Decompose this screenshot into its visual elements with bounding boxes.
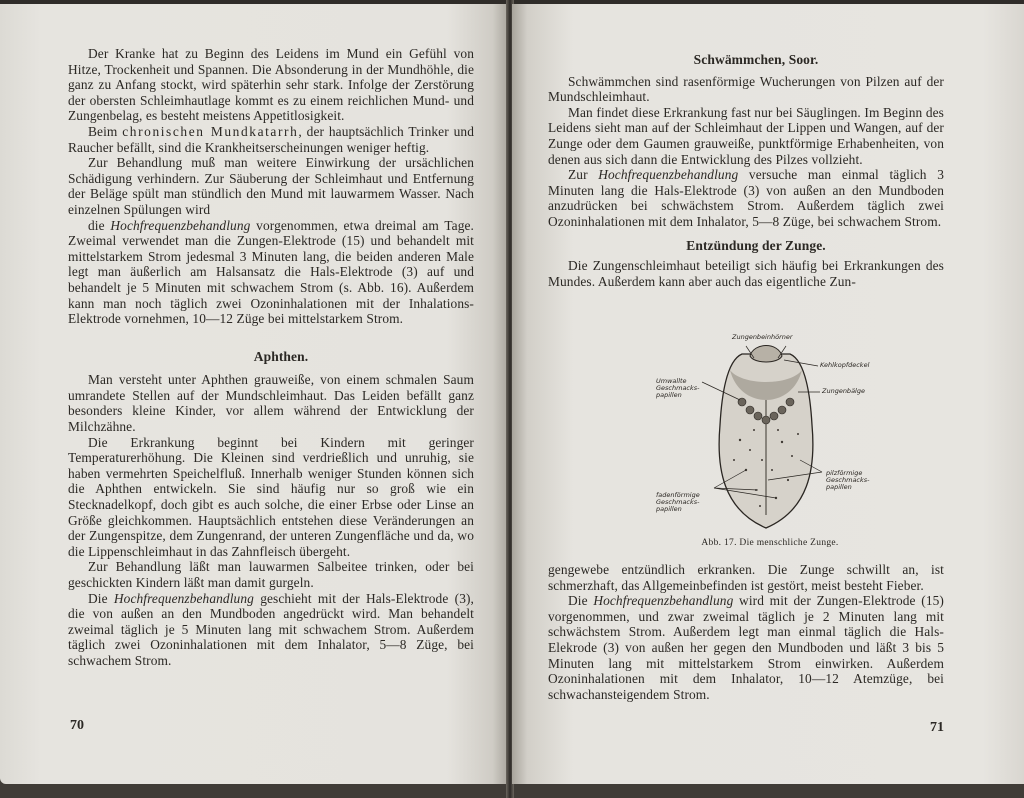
right-page-text-top xyxy=(548,52,944,289)
figure-label: pilzförmige Geschmacks-papillen xyxy=(826,469,870,491)
paragraph: Die Hochfrequenzbehandlung wird mit der Zungen-Elektrode (15) vorgenommen, und zwar zweimal täglich je 2 Minuten lang mit schwächstem Strom. Außerdem legt man einmal täglich die Hals-Elekrode (3) von außen her gegen den Mundboden und läßt 3 bis 5 Minuten lang mit mittelstarkem Strom einwirken. Außerdem Ozoninhalationen mit dem Inhalator, 10—12 Atemzüge, bei schwachansteigendem Strom. xyxy=(548,593,944,702)
section-heading-aphthen: Aphthen. xyxy=(253,348,309,364)
paragraph: Schwämmchen sind rasenförmige Wucherungen von Pilzen auf der Mundschleimhaut. xyxy=(548,73,944,105)
figure-label: Umwallte Geschmacks-papillen xyxy=(656,377,700,399)
paragraph: die Hochfrequenzbehandlung vorgenommen, etwa dreimal am Tage. Zweimal verwendet man die Zungen-Elektrode (15) und behandelt mit mittelstarkem Strom jedesmal 3 Minuten lang, die beiden anderen Male legt man äußerlich am Halsansatz die Hals-Elektrode (3) auf und behandelt je 5 Minuten mit schwachem Strom (s. Abb. 16). Außerdem kann man noch täglich zwei Ozoninhalationen mit der Inhalations-Elektrode vornehmen, 10—12 Züge bei mittelstarkem Strom. xyxy=(68,217,474,327)
paragraph: Zur Hochfrequenzbehandlung versuche man einmal täglich 3 Minuten lang die Hals-Elektrode (3) von außen an den Mundboden anzudrücken bei schwächstem Strom. Außerdem täglich zwei Ozoninhalationen mit dem Inhalator, 5—8 Züge, bei schwachem Strom. xyxy=(548,167,944,229)
paragraph: Die Erkrankung beginnt bei Kindern mit geringer Temperaturerhöhung. Die Kleinen sind verdrießlich und unruhig, sie haben vermehrten Speichelfluß. Innerhalb weniger Stunden können sich die Aphthen entwickeln. Sie sind häufig nur so groß wie ein Stecknadelkopf, doch gibt es auch solche, die einer Erbse oder Linse an Größe gleichkommen. Hauptsächlich entstehen diese Veränderungen an der Zungenspitze, dem Zungenrand, der unteren Zungenfläche und da, wo die Lippenschleimhaut in das Zahnfleisch übergeht. xyxy=(68,434,474,559)
figure-caption: Abb. 17. Die menschliche Zunge. xyxy=(701,538,839,548)
tongue-figure xyxy=(650,330,890,552)
right-page-text-bottom xyxy=(548,562,944,702)
page-number-left: 70 xyxy=(70,718,84,733)
paragraph: Zur Behandlung muß man weitere Einwirkung der ursächlichen Schädigung verhindern. Zur Säuberung der Schleimhaut und Entfernung der Beläge spült man stündlich den Mund mit lauwarmem Wasser. Nach einzelnen Spülungen wird xyxy=(68,155,474,217)
paragraph: Man findet diese Erkrankung fast nur bei Säuglingen. Im Beginn des Leidens sieht man auf der Schleimhaut der Lippen und Wangen, auf der Zunge oder dem Gaumen grauweiße, punktförmige Erhabenheiten, von denen aus sich dann die Entwicklung des Pilzes vollzieht. xyxy=(548,104,944,167)
left-page-text xyxy=(68,46,474,669)
paragraph: Die Hochfrequenzbehandlung geschieht mit der Hals-Elektrode (3), die von außen an den Mundboden angedrückt wird. Man behandelt zweimal täglich je 5 Minuten lang mit schwachem Strom. Außerdem täglich zwei Ozoninhalationen mit dem Inhalator, 5—8 Züge, bei schwachem Strom. xyxy=(68,590,475,668)
paragraph: gengewebe entzündlich erkranken. Die Zunge schwillt an, ist schmerzhaft, das Allgemeinbefinden ist gestört, meist besteht Fieber. xyxy=(548,562,944,593)
section-heading-soor: Schwämmchen, Soor. xyxy=(693,52,819,67)
paragraph: Die Zungenschleimhaut beteiligt sich häufig bei Erkrankungen des Mundes. Außerdem kann aber auch das eigentliche Zun- xyxy=(548,258,944,289)
figure-label: Kehlkopfdeckel xyxy=(820,361,870,369)
figure-label: Zungenbeinhörner xyxy=(732,333,793,341)
paragraph: Beim chronischen Mundkatarrh, der hauptsächlich Trinker und Raucher befällt, sind die Krankheitserscheinungen weniger heftig. xyxy=(68,123,474,155)
paragraph: Zur Behandlung läßt man lauwarmen Salbeitee trinken, oder bei geschickten Kindern läßt man damit gurgeln. xyxy=(68,559,474,590)
paragraph: Man versteht unter Aphthen grauweiße, von einem schmalen Saum umrandete Stellen auf der Mundschleimhaut. Das Leiden befällt ganz besonders kleine Kinder, vor allem während der Entwicklung der Milchzähne. xyxy=(68,372,474,435)
figure-label: Zungenbälge xyxy=(822,387,865,395)
page-number-right: 71 xyxy=(930,720,944,735)
figure-label: fadenförmige Geschmacks-papillen xyxy=(656,491,700,513)
left-page xyxy=(0,4,508,784)
section-heading-zunge: Entzündung der Zunge. xyxy=(686,237,826,253)
right-page xyxy=(512,4,1024,784)
paragraph: Der Kranke hat zu Beginn des Leidens im Mund ein Gefühl von Hitze, Trockenheit und Spannen. Die Absonderung in der Mundhöhle, die ganz zu Anfang stockt, wird späterhin sehr stark. Infolge der Zerstörung der obersten Schleimhautlage kommt es zu einem reichlichen Mund- und Zungenbelag, es besteht meistens Appetitlosigkeit. xyxy=(68,46,474,124)
